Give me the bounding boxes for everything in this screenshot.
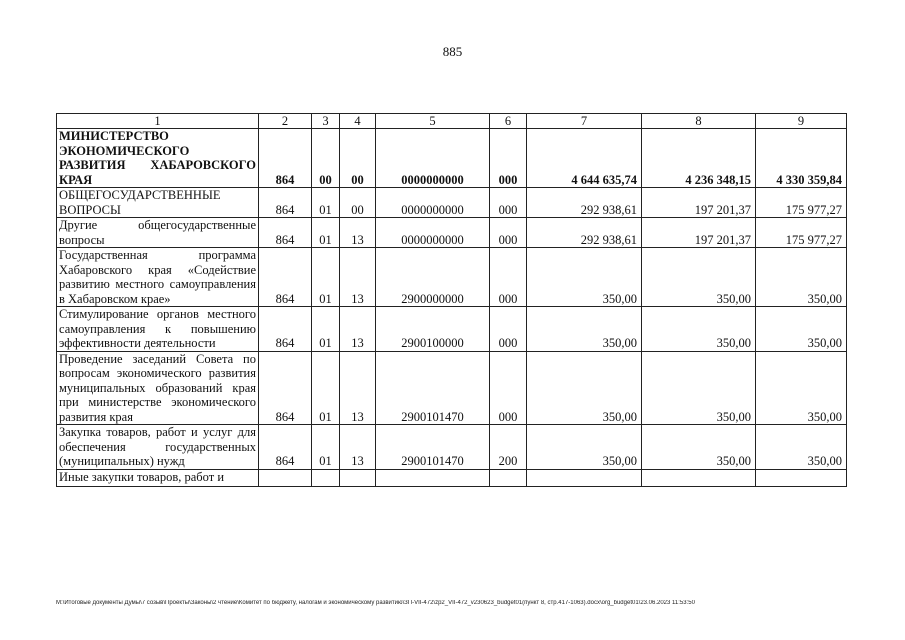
col-6-value: 000	[490, 129, 527, 188]
header-cell: 3	[312, 114, 340, 129]
col-9-value: 350,00	[756, 307, 847, 352]
row-name: МИНИСТЕРСТВО ЭКОНОМИЧЕСКОГО РАЗВИТИЯ ХАБАРОВСКОГО КРАЯ	[57, 129, 259, 188]
row-name: Стимулирование органов местного самоуправления к повышению эффективности деятельности	[57, 307, 259, 352]
col-8-value: 197 201,37	[642, 218, 756, 248]
col-3-value: 01	[312, 307, 340, 352]
col-6-value: 000	[490, 188, 527, 218]
page-number: 885	[442, 44, 463, 59]
col-5-value: 0000000000	[376, 188, 490, 218]
row-name: Закупка товаров, работ и услуг для обеспечения государственных (муниципальных) нужд	[57, 425, 259, 470]
table-row	[57, 248, 847, 307]
header-cell: 9	[756, 114, 847, 129]
col-6-value: 000	[490, 307, 527, 352]
col-3-value: 01	[312, 425, 340, 470]
header-cell: 8	[642, 114, 756, 129]
row-name: Проведение заседаний Совета по вопросам экономического развития муниципальных образований края при министерстве экономического развития края	[57, 351, 259, 425]
budget-table	[56, 113, 847, 487]
empty-cell	[259, 469, 312, 486]
col-9-value: 350,00	[756, 248, 847, 307]
col-2-value: 864	[259, 218, 312, 248]
table-row	[57, 425, 847, 470]
empty-cell	[490, 469, 527, 486]
table-row	[57, 351, 847, 425]
col-7-value: 350,00	[527, 351, 642, 425]
col-6-value: 200	[490, 425, 527, 470]
col-4-value: 13	[340, 351, 376, 425]
empty-cell	[312, 469, 340, 486]
empty-cell	[642, 469, 756, 486]
col-4-value: 00	[340, 188, 376, 218]
empty-cell	[527, 469, 642, 486]
header-cell: 1	[57, 114, 259, 129]
col-2-value: 864	[259, 129, 312, 188]
col-2-value: 864	[259, 248, 312, 307]
col-6-value: 000	[490, 248, 527, 307]
col-5-value: 2900100000	[376, 307, 490, 352]
empty-cell	[756, 469, 847, 486]
col-9-value: 175 977,27	[756, 188, 847, 218]
col-8-value: 350,00	[642, 307, 756, 352]
empty-cell	[376, 469, 490, 486]
col-9-value: 350,00	[756, 425, 847, 470]
col-6-value: 000	[490, 218, 527, 248]
col-9-value: 175 977,27	[756, 218, 847, 248]
col-5-value: 2900101470	[376, 351, 490, 425]
col-2-value: 864	[259, 351, 312, 425]
row-name: Государственная программа Хабаровского края «Содействие развитию местного самоуправления в Хабаровском крае»	[57, 248, 259, 307]
col-7-value: 292 938,61	[527, 218, 642, 248]
col-8-value: 350,00	[642, 425, 756, 470]
col-8-value: 197 201,37	[642, 188, 756, 218]
col-7-value: 292 938,61	[527, 188, 642, 218]
header-cell: 5	[376, 114, 490, 129]
table-row-partial	[57, 469, 847, 486]
header-cell: 6	[490, 114, 527, 129]
col-2-value: 864	[259, 425, 312, 470]
col-4-value: 00	[340, 129, 376, 188]
header-cell: 7	[527, 114, 642, 129]
table-row	[57, 218, 847, 248]
col-8-value: 350,00	[642, 248, 756, 307]
col-7-value: 350,00	[527, 425, 642, 470]
col-5-value: 2900101470	[376, 425, 490, 470]
col-2-value: 864	[259, 307, 312, 352]
row-name: Иные закупки товаров, работ и	[57, 469, 259, 486]
empty-cell	[340, 469, 376, 486]
col-3-value: 01	[312, 218, 340, 248]
col-4-value: 13	[340, 425, 376, 470]
col-5-value: 0000000000	[376, 218, 490, 248]
header-cell: 2	[259, 114, 312, 129]
col-2-value: 864	[259, 188, 312, 218]
col-4-value: 13	[340, 218, 376, 248]
file-path-footer: M:\Итоговые документы Думы\7 созыв\Проекты\Законы\2 чтение\Комитет по бюджету, налогам и экономическому развитию\ЗП-VII-472\zp2_VII-472_v230623_budget01(пункт 8, стр.417-1063).docx\org_budget01\23.06.2023 11:53:50	[56, 600, 695, 606]
col-7-value: 4 644 635,74	[527, 129, 642, 188]
row-name: ОБЩЕГОСУДАРСТВЕННЫЕ ВОПРОСЫ	[57, 188, 259, 218]
row-name: Другие общегосударственные вопросы	[57, 218, 259, 248]
table-row	[57, 129, 847, 188]
col-3-value: 01	[312, 351, 340, 425]
col-5-value: 0000000000	[376, 129, 490, 188]
col-8-value: 4 236 348,15	[642, 129, 756, 188]
col-5-value: 2900000000	[376, 248, 490, 307]
table-row	[57, 307, 847, 352]
col-9-value: 4 330 359,84	[756, 129, 847, 188]
table-row	[57, 188, 847, 218]
col-7-value: 350,00	[527, 248, 642, 307]
col-3-value: 01	[312, 248, 340, 307]
col-4-value: 13	[340, 307, 376, 352]
col-7-value: 350,00	[527, 307, 642, 352]
col-8-value: 350,00	[642, 351, 756, 425]
col-3-value: 00	[312, 129, 340, 188]
col-6-value: 000	[490, 351, 527, 425]
col-9-value: 350,00	[756, 351, 847, 425]
header-cell: 4	[340, 114, 376, 129]
col-3-value: 01	[312, 188, 340, 218]
table-header-row	[57, 114, 847, 129]
col-4-value: 13	[340, 248, 376, 307]
